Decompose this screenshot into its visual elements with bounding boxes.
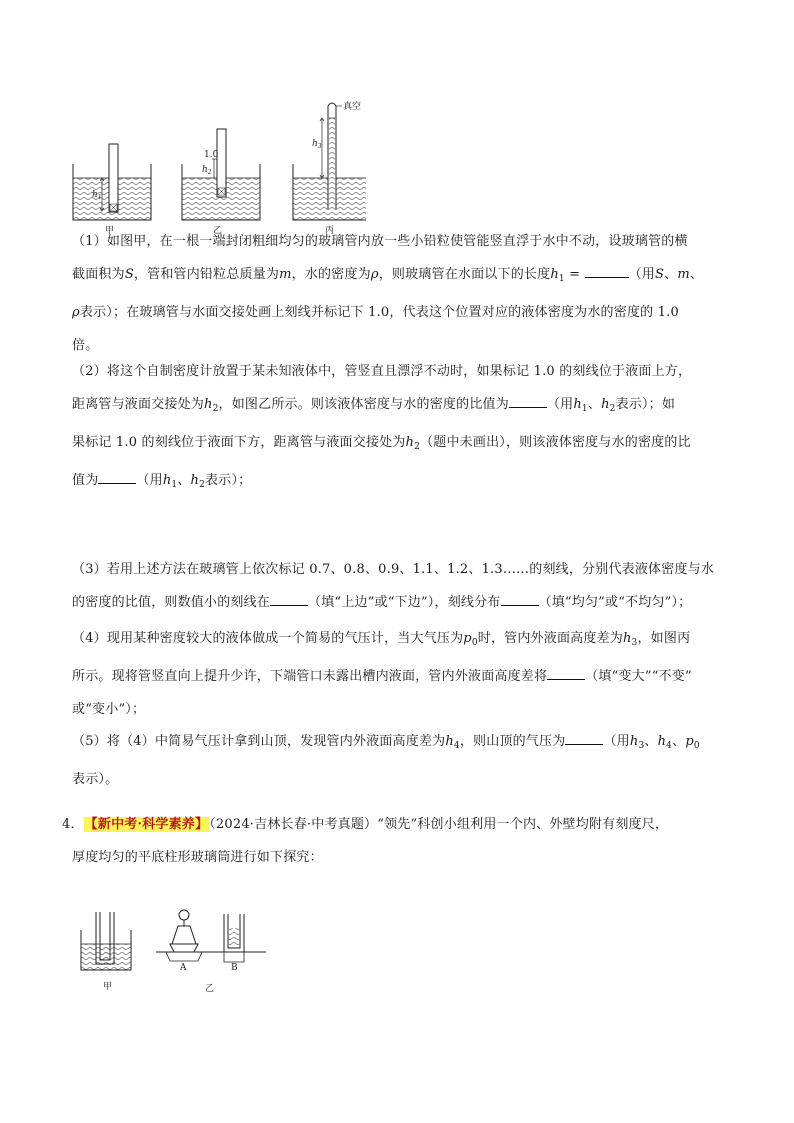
- question-number: 4．: [62, 817, 84, 832]
- setup-yi: [156, 910, 266, 994]
- answer-blank-3[interactable]: [98, 469, 136, 484]
- setup-jia: [81, 912, 131, 992]
- p5-line2: 表示）。: [72, 772, 119, 787]
- q4-line2: 厚度均匀的平底柱形玻璃筒进行如下探究：: [72, 850, 323, 865]
- p2-line1: （2）将这个自制密度计放置于某未知液体中，管竖直且漂浮不动时，如果标记 1.0 的刻线位于液面上方，: [72, 364, 692, 379]
- label-A: A: [180, 963, 187, 973]
- paragraph-5: [72, 725, 732, 796]
- p2-line3: 果标记 1.0 的刻线位于液面下方，距离管与液面交接处为$h_2$（题中未画出），则该液体密度与水的密度的比: [72, 435, 691, 452]
- three-beakers-diagram: [66, 96, 366, 236]
- p2-line2: 距离管与液面交接处为$h_2$，如图乙所示。则该液体密度与水的密度的比值为 （用$h_1$、$h_2$表示）；如: [72, 388, 732, 426]
- answer-blank-7[interactable]: [565, 730, 603, 745]
- p4-line2: 所示。现将管竖直向上提升少许，下端管口未露出槽内液面，管内外液面高度差将 （填“变大”“不变”: [72, 660, 732, 693]
- question-tag: 【新中考·科学素养】: [84, 817, 209, 832]
- paragraph-1: [72, 225, 732, 362]
- h1-label: $h_1$: [92, 190, 102, 201]
- q4-line1: 4．【新中考·科学素养】（2024·吉林长春·中考真题）“领先”科创小组利用一个内、外壁均附有刻度尺，: [62, 808, 722, 841]
- label-jia-bottom: 甲: [103, 982, 113, 992]
- paragraph-2: [72, 355, 732, 502]
- label-bing: 丙: [325, 226, 335, 236]
- answer-blank-5[interactable]: [501, 591, 539, 606]
- paragraph-3: [72, 553, 732, 619]
- beaker-bing: [293, 100, 366, 236]
- label-B: B: [231, 963, 238, 973]
- p1-line4: 倍。: [72, 338, 99, 353]
- p4-line3: 或“变小”）；: [72, 702, 146, 717]
- beaker-yi: [182, 129, 260, 236]
- label-jia: 甲: [105, 226, 115, 236]
- answer-blank-2[interactable]: [509, 393, 547, 408]
- p3-line2: 的密度的比值，则数值小的刻线在 （填“上边”或“下边”），刻线分布 （填“均匀”或“不均匀”）；: [72, 586, 732, 619]
- p4-line1: （4）现用某种密度较大的液体做成一个简易的气压计，当大气压为$p_0$时，管内外液面高度差为$h_3$，如图丙: [72, 631, 691, 648]
- vacuum-label: 真空: [343, 102, 362, 112]
- p1-line2: 截面积为S，管和管内铅粒总质量为m，水的密度为ρ，则玻璃管在水面以下的长度$h_1$ = （用S、m、: [72, 258, 732, 296]
- paragraph-4: [72, 622, 732, 726]
- mark-1-0: 1.0: [204, 150, 219, 160]
- p5-line1: （5）将（4）中简易气压计拿到山顶，发现管内外液面高度差为$h_4$，则山顶的气压为 （用$h_3$、$h_4$、$p_0$: [72, 725, 732, 763]
- question-4: [62, 808, 722, 874]
- h3-label: $h_3$: [312, 139, 322, 150]
- answer-blank-1[interactable]: [585, 263, 629, 278]
- label-yi-bottom: 乙: [205, 984, 215, 994]
- label-yi: 乙: [213, 226, 223, 236]
- figure-bottom: [80, 906, 280, 996]
- p3-line1: （3）若用上述方法在玻璃管上依次标记 0.7、0.8、0.9、1.1、1.2、1.3……的刻线，分别代表液体密度与水: [72, 562, 715, 577]
- figure-top: [66, 96, 366, 236]
- p1-line1: （1）如图甲，在一根一端封闭粗细均匀的玻璃管内放一些小铅粒使管能竖直浮于水中不动，设玻璃管的横: [72, 234, 688, 249]
- answer-blank-6[interactable]: [547, 665, 585, 680]
- p2-line4: 值为 （用$h_1$、$h_2$表示）；: [72, 464, 732, 502]
- answer-blank-4[interactable]: [270, 591, 308, 606]
- h2-label: $h_2$: [202, 165, 212, 176]
- p1-line3: ρ表示）；在玻璃管与水面交接处画上刻线并标记下 1.0，代表这个位置对应的液体密度为水的密度的 1.0: [72, 305, 679, 320]
- beaker-jia: [73, 144, 151, 236]
- cylinder-experiment-diagram: [80, 906, 280, 996]
